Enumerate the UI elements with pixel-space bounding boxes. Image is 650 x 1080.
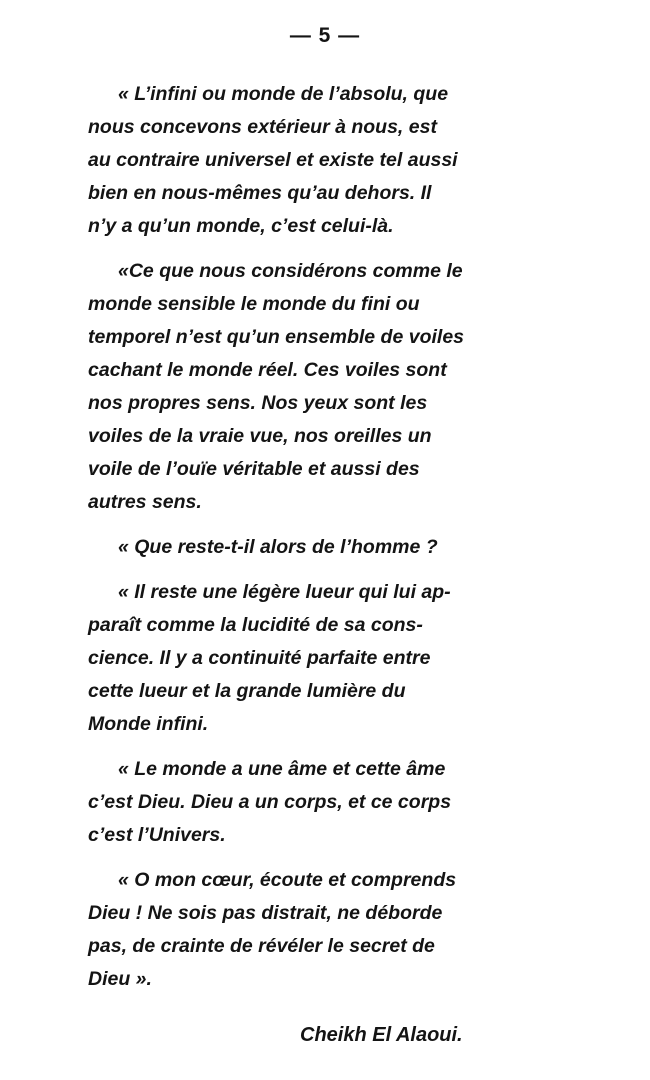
text-line: bien en nous-mêmes qu’au dehors. Il <box>88 182 432 204</box>
text-line: cette lueur et la grande lumière du <box>88 680 406 702</box>
text-line: paraît comme la lucidité de sa cons- <box>88 614 423 636</box>
text-line: nos propres sens. Nos yeux sont les <box>88 392 428 414</box>
paragraph-lueur <box>88 576 566 741</box>
text-line: « Que reste-t-il alors de l’homme ? <box>118 536 438 558</box>
text-line: c’est Dieu. Dieu a un corps, et ce corps <box>88 791 452 813</box>
text-line: cachant le monde réel. Ces voiles sont <box>88 359 447 381</box>
quotation-text <box>88 78 566 1008</box>
text-line: n’y a qu’un monde, c’est celui-là. <box>88 215 394 237</box>
text-line: c’est l’Univers. <box>88 824 226 846</box>
text-line: Dieu ! Ne sois pas distrait, ne déborde <box>88 902 443 924</box>
text-line: au contraire universel et existe tel aussi <box>88 149 458 171</box>
text-line: Dieu ». <box>88 968 152 990</box>
author-signature: Cheikh El Alaoui. <box>300 1024 463 1046</box>
text-line: pas, de crainte de révéler le secret de <box>88 935 435 957</box>
text-line: « O mon cœur, écoute et comprends <box>118 869 457 891</box>
text-line: monde sensible le monde du fini ou <box>88 293 420 315</box>
page-number: — 5 — <box>289 24 361 47</box>
paragraph-question <box>88 531 566 564</box>
text-line: « L’infini ou monde de l’absolu, que <box>118 83 449 105</box>
text-line: voile de l’ouïe véritable et aussi des <box>88 458 420 480</box>
text-line: autres sens. <box>88 491 202 513</box>
text-line: nous concevons extérieur à nous, est <box>88 116 437 138</box>
text-line: « Le monde a une âme et cette âme <box>118 758 446 780</box>
text-line: « Il reste une légère lueur qui lui ap- <box>118 581 451 603</box>
text-line: cience. Il y a continuité parfaite entre <box>88 647 431 669</box>
text-line: Monde infini. <box>88 713 209 735</box>
paragraph-coeur <box>88 864 566 996</box>
text-line: temporel n’est qu’un ensemble de voiles <box>88 326 465 348</box>
paragraph-monde-sensible <box>88 255 566 519</box>
paragraph-ame <box>88 753 566 852</box>
text-line: voiles de la vraie vue, nos oreilles un <box>88 425 432 447</box>
paragraph-infini <box>88 78 566 243</box>
text-line: «Ce que nous considérons comme le <box>118 260 463 282</box>
